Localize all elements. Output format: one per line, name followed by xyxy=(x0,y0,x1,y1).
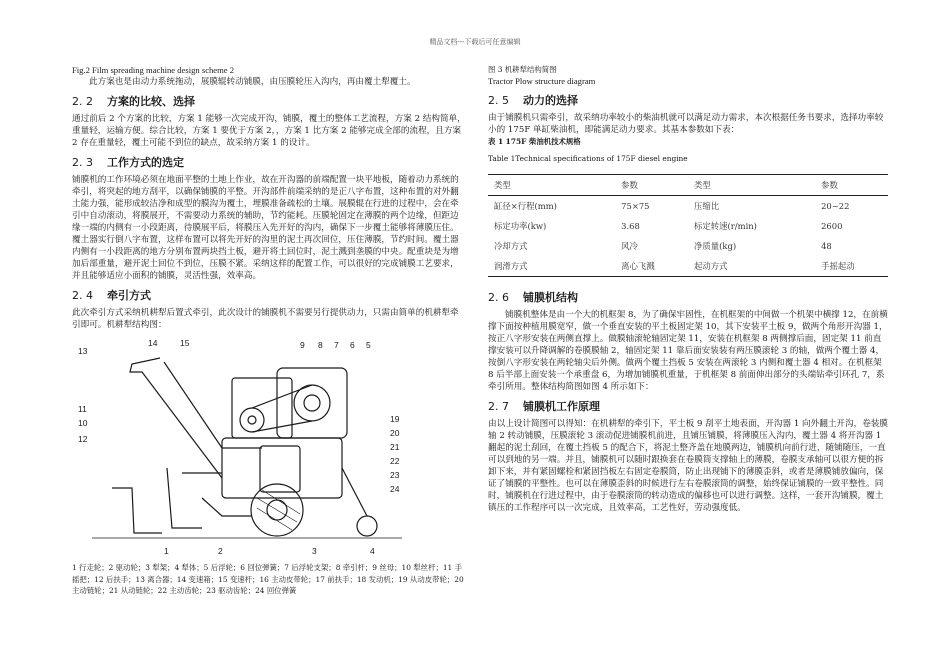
page-header: 精品文档---下载后可任意编辑 xyxy=(429,38,521,46)
figure-label: 13 xyxy=(78,346,88,356)
table-cell: 离心飞溅 xyxy=(621,261,655,271)
table-cell: 净质量(kg) xyxy=(694,241,737,251)
figure-label: 4 xyxy=(370,546,375,556)
section-number: 2. 2 xyxy=(72,95,93,108)
table-cell: 冷却方式 xyxy=(494,241,528,251)
table-cell: 缸径×行程(mm) xyxy=(494,201,557,211)
section-number: 2. 5 xyxy=(488,94,509,107)
figure-label: 6 xyxy=(350,340,355,350)
section-2-6-text: 铺膜机整体是由一个大的机框架 8，为了确保牢固性，在机框架的中间做一个机架中横撑 12，在前横撑下面按种植用膜宽窄，做一个垂直安装的平土板固定架 10，其下安装平土板 9，做两个角形开沟器 1，按正八字形安装在两侧直撑上。做膜轴滚轮轴固定架 11，安装在机框架 8 两侧撑后面，固定架 11 前直撑安装可以升降调解的卷膜膜轴 2，轴固定架 11 靠后面安装装有两压膜滚轮 3 的轴，做两个覆土器 4，按倒八字形安装在两轮轴尖后外侧。做两个覆土挡板 5 安装在两滚轮 3 内侧和覆土器 4 相对。在机框架 8 后半部上面安装一个承重盘 6，为增加铺膜机重量，于机框架 8 前面伸出部分的头端钻牵引环孔 7，系牵引所用。整体结构简图如图 4 所示如下： xyxy=(488,310,888,392)
figure-label: 9 xyxy=(300,340,305,350)
section-2-6-heading xyxy=(488,291,888,305)
figure-label: 19 xyxy=(390,414,400,424)
plow-structure-figure xyxy=(72,338,466,560)
figure-label: 2 xyxy=(218,546,223,556)
plow-drawing xyxy=(72,338,466,560)
section-title: 工作方式的选定 xyxy=(107,156,184,169)
table-row xyxy=(488,236,888,256)
table-caption-en: Table 1Technical specifications of 175F diesel engine xyxy=(488,154,688,163)
table-cell: 20~22 xyxy=(821,201,850,211)
figure-label: 23 xyxy=(390,470,400,480)
figure-label: 20 xyxy=(390,428,400,438)
figure-label: 7 xyxy=(334,340,339,350)
table-header-row xyxy=(488,175,888,196)
table-cell: 3.68 xyxy=(621,221,640,231)
section-number: 2. 4 xyxy=(72,289,93,302)
section-2-7-text: 由以上设计简图可以得知：在机耕犁的牵引下，平土板 9 刮平土地表面，开沟器 1 向外翻土开沟，卷装膜轴 2 转动铺膜，压膜滚轮 3 滚动促进铺膜机前进，且铺压铺膜，将薄膜压入沟内，覆土器 4 将开沟器 1 翻起的泥土刮回，在覆土挡板 5 的配合下，将泥土整齐盖在地膜两边，铺膜机向前行进，随铺随压，一直可以到地的另一端。并且，铺膜机可以随时跟换套在卷膜筒支撑轴上的薄膜，卷膜支承轴可以很方便的拆卸下来，并有紧固螺栓和紧固挡板左右固定卷膜筒，防止出现铺下的薄膜歪斜，或者是薄膜铺放偏向，保证了铺膜的平整性。也可以在薄膜歪斜的时候进行左右卷膜滚筒的调整，始终保证铺膜的一致平整性。同时，铺膜机在行进过程中，由于卷膜滚筒的转动造成的偏移也可以进行调整。这样，一套开沟铺膜，覆土镇压的工作程序可以一次完成，且效率高，工艺性好，劳动强度低。 xyxy=(488,419,888,513)
table-row xyxy=(488,196,888,217)
section-2-4-heading xyxy=(72,289,466,303)
figure-label: 22 xyxy=(390,456,400,466)
figure-label: 11 xyxy=(78,404,87,414)
table-caption-cn: 表 1 175F 柴油机技术规格 xyxy=(488,137,581,146)
table-header-cell: 参数 xyxy=(621,180,638,190)
table-header-cell: 类型 xyxy=(494,180,511,190)
section-2-2-text: 通过前后 2 个方案的比较，方案 1 能够一次完成开沟，铺膜，覆土的整体工艺流程，方案 2 结构简单，重量轻，运输方便。综合比较，方案 1 要优于方案 2，，方案 1 比方案 2 能够完成全部的流程，且方案 2 存在重量轻，覆土可能不到位的缺点，故采纳方案 1 的设计。 xyxy=(72,114,466,148)
figure-label: 14 xyxy=(148,338,158,348)
figure-label: 15 xyxy=(180,338,190,348)
table-cell: 压缩比 xyxy=(694,201,720,211)
figure-label: 21 xyxy=(390,442,400,452)
table-header-cell: 参数 xyxy=(821,180,838,190)
table-cell: 标定转速(r/min) xyxy=(694,221,757,231)
table-cell: 75×75 xyxy=(621,201,650,211)
figure-label: 5 xyxy=(366,340,371,350)
intro-paragraph: 此方案也是由动力系统拖动，展膜辊转动铺膜，由压膜轮压入沟内，再由覆土犁覆土。 xyxy=(89,77,416,87)
table-row xyxy=(488,256,888,277)
section-2-5-heading xyxy=(488,94,888,108)
section-2-5-text: 由于铺膜机只需牵引，故采纳功率较小的柴油机就可以满足动力需求，本次根据任务书要求，选择功率较小的 175F 单缸柴油机，即能满足动力要求。其基本参数如下表： xyxy=(488,113,884,135)
table-cell: 48 xyxy=(821,241,832,251)
section-number: 2. 3 xyxy=(72,156,93,169)
figure-label: 8 xyxy=(318,340,323,350)
fig2-caption: Fig.2 Film spreading machine design scheme 2 xyxy=(72,65,235,75)
table-cell: 标定功率(kw) xyxy=(494,221,547,231)
section-2-2-heading xyxy=(72,95,466,109)
right-column xyxy=(488,64,888,514)
section-2-3-text: 铺膜机的工作环境必须在地面平整的土地上作业，故在开沟器的前端配置一块平地板，随着动力系统的牵引，将突起的地方刮平，以确保铺膜的平整。开沟部件前端采纳的是正八字布置，这种布置的对外翻土能力强，能形成较洁净和成型的膜沟为覆土，埋膜准备疏松的土壤。展膜辊在行进的过程中，会在牵引中自动滚动，将膜展开，不需要动力系统的辅助，节约能耗。压膜轮固定在薄膜的两个边缘，但距边缘一端的内侧有一小段距离，待膜展平后，将膜压入先开好的沟内，确保下一步覆土能够将薄膜压住。覆土器实行倒八字布置，这样布置可以将先开好的沟里的泥土再次回位，压住薄膜，节约时间。覆土器内侧有一小段距离的地方分别布置两块挡土板，避开将土回位时，泥土溅到垄膜的中央。配重块是为增加后部重量，避开泥土回位不到位，压膜不紧。采纳这样的配置工作，可以很好的完成铺膜工艺要求，并且能够适应小面积的铺膜，灵活性强，效率高。 xyxy=(72,175,459,281)
section-title: 方案的比较、选择 xyxy=(107,95,195,108)
table-row xyxy=(488,216,888,236)
figure-label: 3 xyxy=(312,546,317,556)
table-header-cell: 类型 xyxy=(694,180,711,190)
table-cell: 2600 xyxy=(821,221,843,231)
figure-label: 1 xyxy=(164,546,169,556)
section-number: 2. 7 xyxy=(488,400,509,413)
section-2-3-heading xyxy=(72,156,466,170)
engine-spec-table xyxy=(488,174,888,277)
section-title: 铺膜机工作原理 xyxy=(523,400,600,413)
figure-label: 12 xyxy=(78,434,88,444)
section-title: 牵引方式 xyxy=(107,289,151,302)
fig3-caption-en: Tractor Plow structure diagram xyxy=(488,76,596,86)
section-2-4-text: 此次牵引方式采纳机耕犁后置式牵引，此次设计的铺膜机不需要另行提供动力，只需由简单的机耕犁牵引即可。机耕犁结构图： xyxy=(72,308,459,330)
table-cell: 手摇起动 xyxy=(821,261,855,271)
figure-legend: 1 行走轮；2 驱动轮；3 犁架；4 犁体；5 后浮轮；6 回位弹簧；7 后浮轮支架；8 牵引杆；9 丝母；10 犁丝杆；11 手摇把；12 后扶手；13 离合器；14 变速箱；15 变速杆；16 主动皮带轮；17 前扶手；18 发动机；19 从动皮带轮；20 主动链轮；21 从动链轮；22 主动齿轮；23 驱动齿轮；24 回位弹簧 xyxy=(72,563,464,595)
section-title: 动力的选择 xyxy=(523,94,578,107)
table-cell: 风冷 xyxy=(621,241,638,251)
left-column xyxy=(72,64,466,597)
section-title: 铺膜机结构 xyxy=(523,291,578,304)
section-2-7-heading xyxy=(488,400,888,414)
table-cell: 起动方式 xyxy=(694,261,728,271)
fig3-caption-cn: 图 3 机耕犁结构简图 xyxy=(488,65,557,74)
figure-label: 24 xyxy=(390,484,400,494)
table-cell: 润滑方式 xyxy=(494,261,528,271)
section-number: 2. 6 xyxy=(488,291,509,304)
figure-label: 10 xyxy=(78,418,88,428)
